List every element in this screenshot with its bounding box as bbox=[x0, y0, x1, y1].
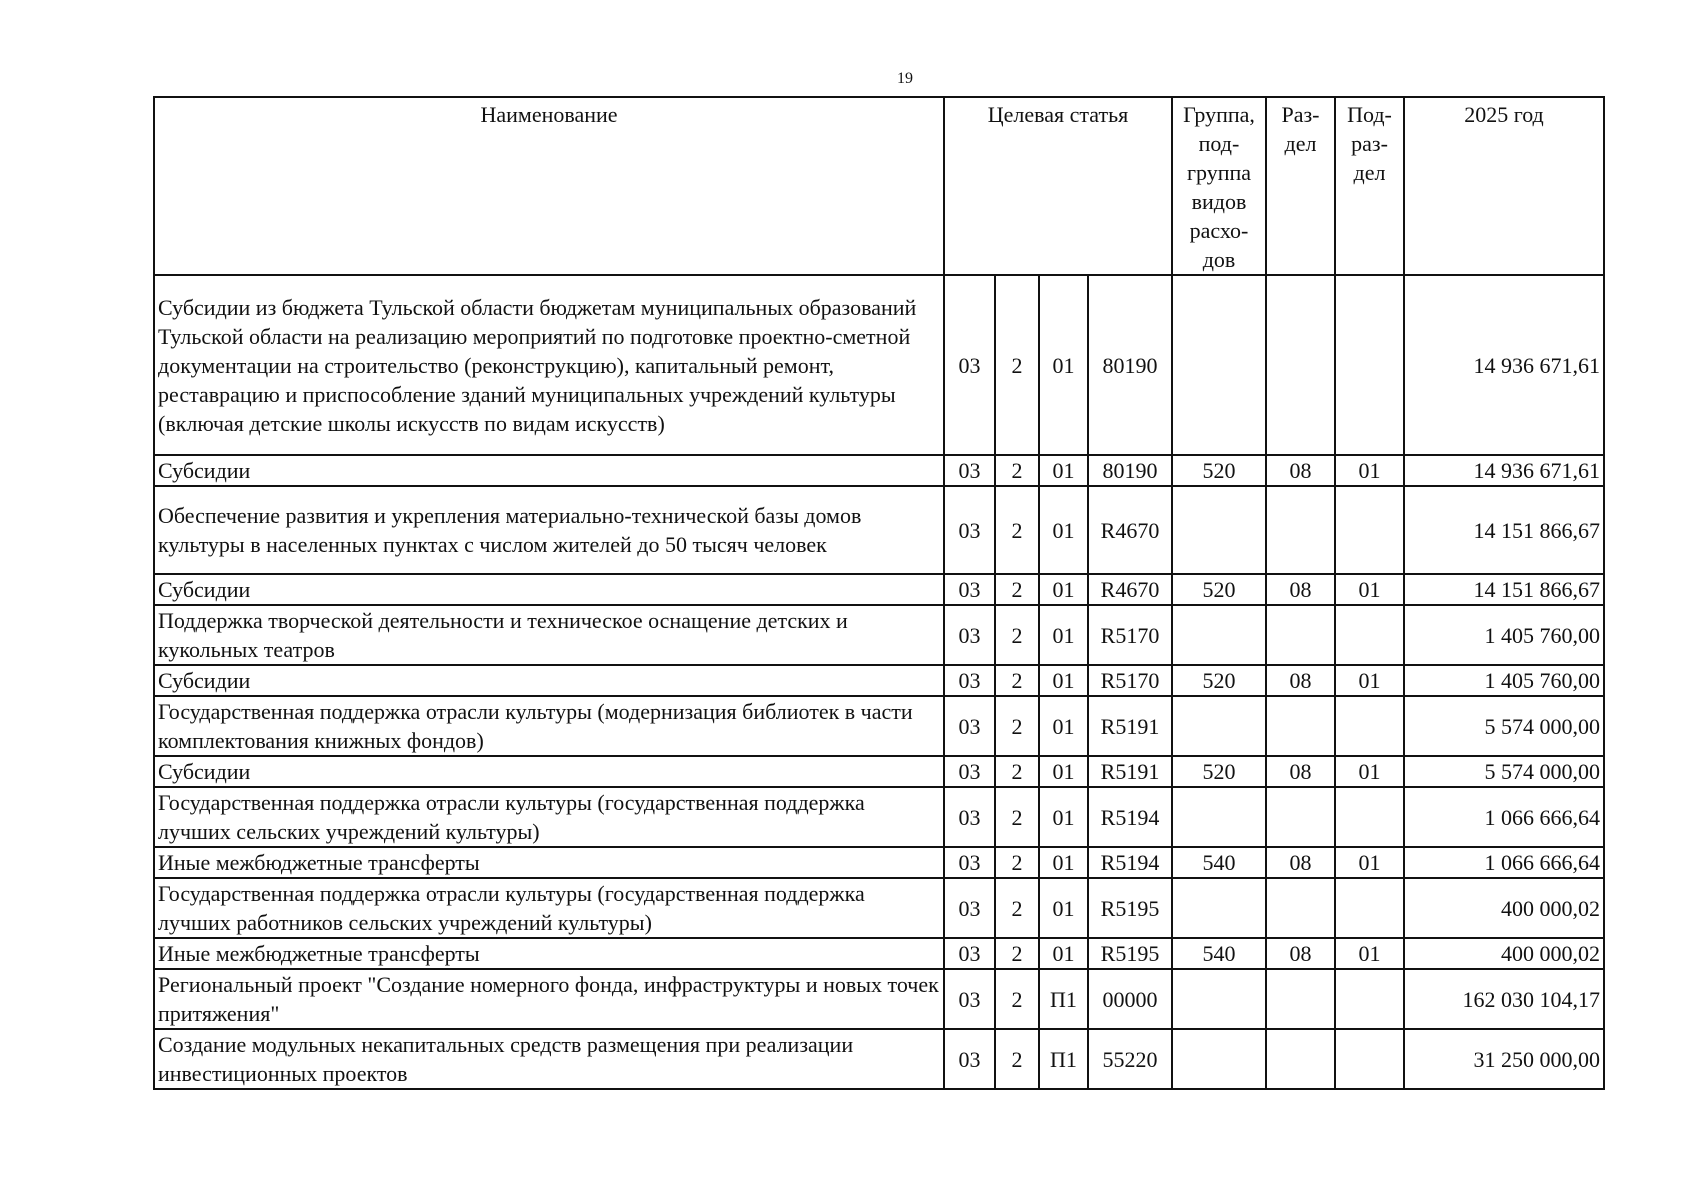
budget-table bbox=[153, 96, 1605, 1090]
section bbox=[1266, 605, 1335, 665]
expense-group bbox=[1172, 1029, 1266, 1089]
subsection: 01 bbox=[1335, 847, 1404, 878]
target-article-code: R5170 bbox=[1088, 605, 1172, 665]
row-name: Государственная поддержка отрасли культуры (государственная поддержка лучших сельских учреждений культуры) bbox=[154, 787, 944, 847]
amount-2025: 1 405 760,00 bbox=[1404, 605, 1604, 665]
target-article-subprogram: 01 bbox=[1039, 574, 1088, 605]
header-year: 2025 год bbox=[1404, 97, 1604, 275]
expense-group: 540 bbox=[1172, 847, 1266, 878]
target-article-subprogram: 01 bbox=[1039, 665, 1088, 696]
amount-2025: 31 250 000,00 bbox=[1404, 1029, 1604, 1089]
target-article-type: 2 bbox=[995, 878, 1039, 938]
target-article-type: 2 bbox=[995, 938, 1039, 969]
amount-2025: 1 066 666,64 bbox=[1404, 787, 1604, 847]
target-article-program: 03 bbox=[944, 696, 995, 756]
table-row bbox=[154, 938, 1604, 969]
row-name: Поддержка творческой деятельности и техническое оснащение детских и кукольных театров bbox=[154, 605, 944, 665]
target-article-code: R4670 bbox=[1088, 574, 1172, 605]
subsection bbox=[1335, 605, 1404, 665]
table-row bbox=[154, 1029, 1604, 1089]
expense-group bbox=[1172, 275, 1266, 455]
section: 08 bbox=[1266, 574, 1335, 605]
section: 08 bbox=[1266, 938, 1335, 969]
section: 08 bbox=[1266, 756, 1335, 787]
target-article-type: 2 bbox=[995, 969, 1039, 1029]
row-name: Государственная поддержка отрасли культуры (государственная поддержка лучших работников сельских учреждений культуры) bbox=[154, 878, 944, 938]
target-article-type: 2 bbox=[995, 787, 1039, 847]
target-article-program: 03 bbox=[944, 1029, 995, 1089]
target-article-subprogram: 01 bbox=[1039, 455, 1088, 486]
subsection bbox=[1335, 787, 1404, 847]
header-expense-group: Группа, под-группа видов расхо-дов bbox=[1172, 97, 1266, 275]
target-article-program: 03 bbox=[944, 756, 995, 787]
table-row bbox=[154, 969, 1604, 1029]
target-article-code: 55220 bbox=[1088, 1029, 1172, 1089]
target-article-program: 03 bbox=[944, 275, 995, 455]
amount-2025: 14 151 866,67 bbox=[1404, 574, 1604, 605]
target-article-type: 2 bbox=[995, 665, 1039, 696]
section bbox=[1266, 275, 1335, 455]
expense-group bbox=[1172, 486, 1266, 574]
header-subsection: Под-раз-дел bbox=[1335, 97, 1404, 275]
target-article-type: 2 bbox=[995, 605, 1039, 665]
target-article-subprogram: 01 bbox=[1039, 847, 1088, 878]
table-header-row bbox=[154, 97, 1604, 275]
subsection: 01 bbox=[1335, 455, 1404, 486]
target-article-code: R5194 bbox=[1088, 787, 1172, 847]
table-row bbox=[154, 756, 1604, 787]
table-row bbox=[154, 665, 1604, 696]
target-article-code: 80190 bbox=[1088, 275, 1172, 455]
section bbox=[1266, 696, 1335, 756]
subsection bbox=[1335, 878, 1404, 938]
target-article-type: 2 bbox=[995, 756, 1039, 787]
section: 08 bbox=[1266, 847, 1335, 878]
expense-group bbox=[1172, 605, 1266, 665]
section: 08 bbox=[1266, 665, 1335, 696]
target-article-subprogram: 01 bbox=[1039, 756, 1088, 787]
header-section: Раз-дел bbox=[1266, 97, 1335, 275]
row-name: Государственная поддержка отрасли культуры (модернизация библиотек в части комплектования книжных фондов) bbox=[154, 696, 944, 756]
target-article-type: 2 bbox=[995, 1029, 1039, 1089]
table-body bbox=[154, 275, 1604, 1089]
row-name: Обеспечение развития и укрепления материально-технической базы домов культуры в населенных пунктах с числом жителей до 50 тысяч человек bbox=[154, 486, 944, 574]
expense-group: 520 bbox=[1172, 455, 1266, 486]
section: 08 bbox=[1266, 455, 1335, 486]
target-article-program: 03 bbox=[944, 486, 995, 574]
table-row bbox=[154, 696, 1604, 756]
row-name: Создание модульных некапитальных средств размещения при реализации инвестиционных проектов bbox=[154, 1029, 944, 1089]
table-row bbox=[154, 574, 1604, 605]
section bbox=[1266, 486, 1335, 574]
table-row bbox=[154, 275, 1604, 455]
target-article-program: 03 bbox=[944, 455, 995, 486]
target-article-subprogram: 01 bbox=[1039, 605, 1088, 665]
subsection: 01 bbox=[1335, 665, 1404, 696]
expense-group bbox=[1172, 878, 1266, 938]
row-name: Субсидии bbox=[154, 455, 944, 486]
amount-2025: 162 030 104,17 bbox=[1404, 969, 1604, 1029]
section bbox=[1266, 969, 1335, 1029]
target-article-subprogram: 01 bbox=[1039, 486, 1088, 574]
header-target-article: Целевая статья bbox=[944, 97, 1172, 275]
row-name: Иные межбюджетные трансферты bbox=[154, 938, 944, 969]
target-article-code: R5191 bbox=[1088, 756, 1172, 787]
row-name: Иные межбюджетные трансферты bbox=[154, 847, 944, 878]
section bbox=[1266, 878, 1335, 938]
target-article-subprogram: 01 bbox=[1039, 696, 1088, 756]
target-article-code: R4670 bbox=[1088, 486, 1172, 574]
target-article-program: 03 bbox=[944, 938, 995, 969]
amount-2025: 14 936 671,61 bbox=[1404, 455, 1604, 486]
target-article-type: 2 bbox=[995, 574, 1039, 605]
amount-2025: 5 574 000,00 bbox=[1404, 756, 1604, 787]
expense-group: 520 bbox=[1172, 756, 1266, 787]
amount-2025: 5 574 000,00 bbox=[1404, 696, 1604, 756]
target-article-code: 00000 bbox=[1088, 969, 1172, 1029]
subsection bbox=[1335, 1029, 1404, 1089]
row-name: Субсидии из бюджета Тульской области бюджетам муниципальных образований Тульской области на реализацию мероприятий по подготовке проектно-сметной документации на строительство (реконструкцию), капитальный ремонт, реставрацию и приспособление зданий муниципальных учреждений культуры (включая детские школы искусств по видам искусств) bbox=[154, 275, 944, 455]
row-name: Субсидии bbox=[154, 665, 944, 696]
subsection bbox=[1335, 486, 1404, 574]
target-article-type: 2 bbox=[995, 275, 1039, 455]
section bbox=[1266, 787, 1335, 847]
section bbox=[1266, 1029, 1335, 1089]
target-article-program: 03 bbox=[944, 605, 995, 665]
target-article-type: 2 bbox=[995, 847, 1039, 878]
target-article-subprogram: 01 bbox=[1039, 275, 1088, 455]
amount-2025: 1 405 760,00 bbox=[1404, 665, 1604, 696]
subsection bbox=[1335, 275, 1404, 455]
target-article-type: 2 bbox=[995, 696, 1039, 756]
expense-group bbox=[1172, 787, 1266, 847]
target-article-program: 03 bbox=[944, 878, 995, 938]
expense-group: 520 bbox=[1172, 574, 1266, 605]
header-name: Наименование bbox=[154, 97, 944, 275]
table-row bbox=[154, 787, 1604, 847]
table-row bbox=[154, 605, 1604, 665]
expense-group bbox=[1172, 969, 1266, 1029]
subsection bbox=[1335, 696, 1404, 756]
target-article-subprogram: 01 bbox=[1039, 787, 1088, 847]
target-article-subprogram: П1 bbox=[1039, 1029, 1088, 1089]
page-number: 19 bbox=[897, 70, 913, 87]
target-article-code: 80190 bbox=[1088, 455, 1172, 486]
target-article-code: R5170 bbox=[1088, 665, 1172, 696]
amount-2025: 400 000,02 bbox=[1404, 938, 1604, 969]
target-article-code: R5195 bbox=[1088, 878, 1172, 938]
target-article-program: 03 bbox=[944, 969, 995, 1029]
target-article-type: 2 bbox=[995, 486, 1039, 574]
target-article-subprogram: П1 bbox=[1039, 969, 1088, 1029]
table-row bbox=[154, 847, 1604, 878]
table-row bbox=[154, 486, 1604, 574]
table-row bbox=[154, 455, 1604, 486]
target-article-code: R5195 bbox=[1088, 938, 1172, 969]
target-article-subprogram: 01 bbox=[1039, 878, 1088, 938]
target-article-program: 03 bbox=[944, 574, 995, 605]
target-article-code: R5191 bbox=[1088, 696, 1172, 756]
subsection: 01 bbox=[1335, 756, 1404, 787]
target-article-program: 03 bbox=[944, 847, 995, 878]
expense-group: 540 bbox=[1172, 938, 1266, 969]
expense-group: 520 bbox=[1172, 665, 1266, 696]
target-article-program: 03 bbox=[944, 665, 995, 696]
amount-2025: 14 151 866,67 bbox=[1404, 486, 1604, 574]
target-article-program: 03 bbox=[944, 787, 995, 847]
target-article-type: 2 bbox=[995, 455, 1039, 486]
row-name: Региональный проект "Создание номерного фонда, инфраструктуры и новых точек притяжения" bbox=[154, 969, 944, 1029]
table-row bbox=[154, 878, 1604, 938]
target-article-code: R5194 bbox=[1088, 847, 1172, 878]
amount-2025: 1 066 666,64 bbox=[1404, 847, 1604, 878]
row-name: Субсидии bbox=[154, 756, 944, 787]
subsection bbox=[1335, 969, 1404, 1029]
row-name: Субсидии bbox=[154, 574, 944, 605]
target-article-subprogram: 01 bbox=[1039, 938, 1088, 969]
expense-group bbox=[1172, 696, 1266, 756]
subsection: 01 bbox=[1335, 574, 1404, 605]
amount-2025: 14 936 671,61 bbox=[1404, 275, 1604, 455]
amount-2025: 400 000,02 bbox=[1404, 878, 1604, 938]
subsection: 01 bbox=[1335, 938, 1404, 969]
